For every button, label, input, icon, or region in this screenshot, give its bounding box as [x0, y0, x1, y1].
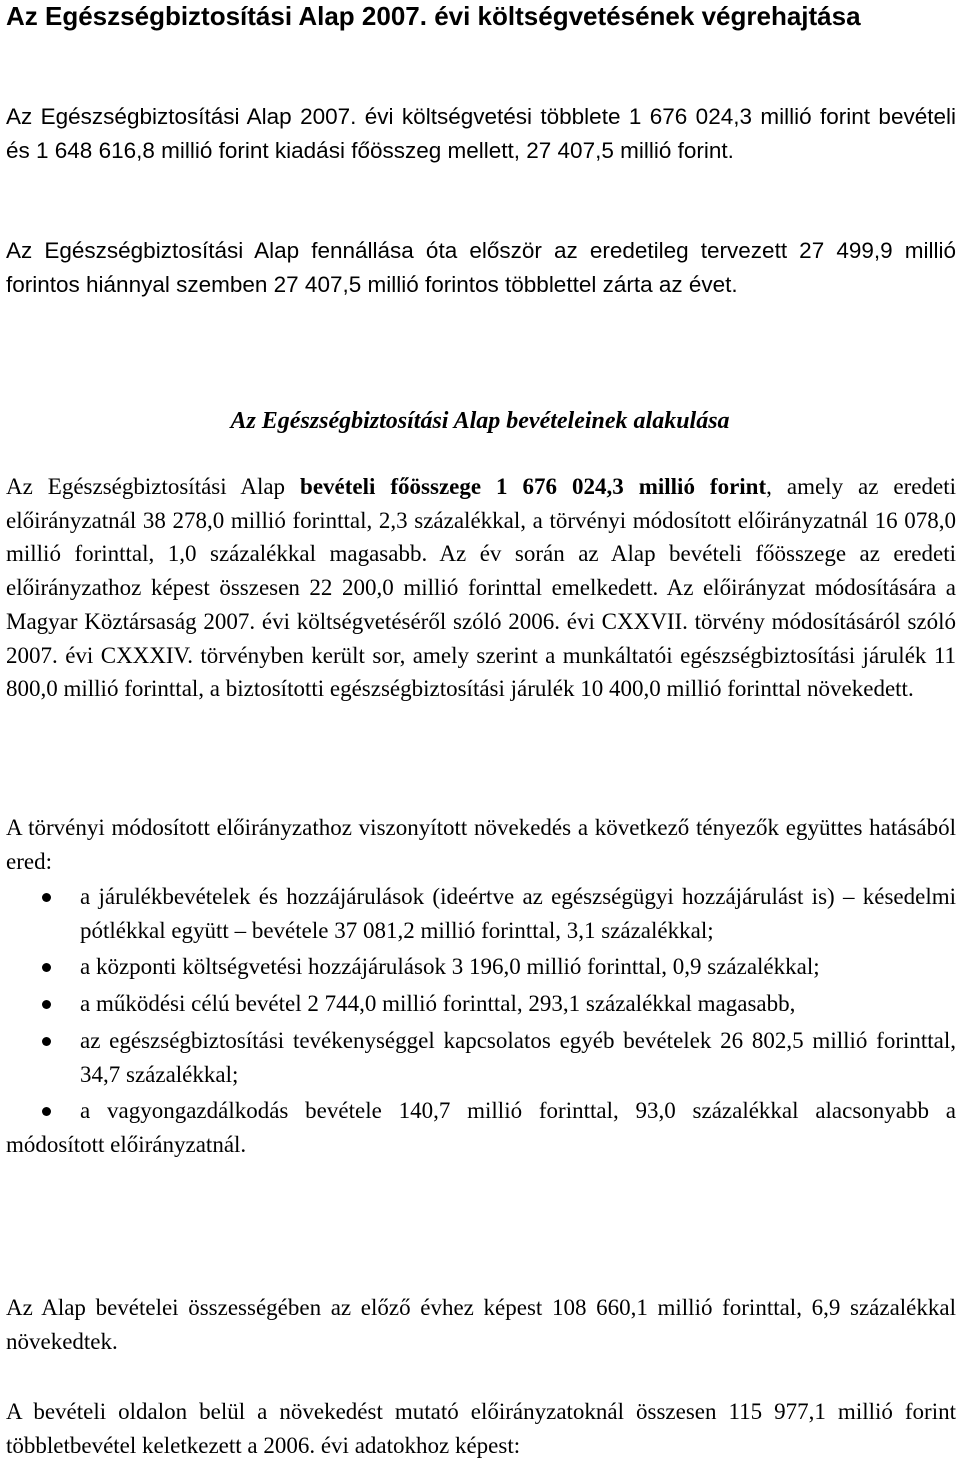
paragraph-yearly-growth: Az Alap bevételei összességében az előző évhez képest 108 660,1 millió forinttal, 6,9 százalékkal növekedtek. [6, 1295, 956, 1354]
paragraph-growth-factors: A törvényi módosított előirányzathoz viszonyított növekedés a következő tényezők együttes hatásából ered: [6, 815, 956, 874]
paragraph-revenue-text-c: , amely az eredeti előirányzatnál 38 278,0 millió forinttal, 2,3 százalékkal, a törvényi módosított előirányzatnál 16 078,0 millió forinttal, 1,0 százalékkal magasabb. Az év során az Alap bevételi főösszege az eredeti előirányzathoz képest összesen 22 200,0 millió forinttal emelkedett. Az előirányzat módosítására a Magyar Köztársaság 2007. évi költségvetéséről szóló 2006. évi CXXVII. törvény módosításáról szóló 2007. évi CXXXIV. törvényben került sor, amely szerint a munkáltatói egészségbiztosítási járulék 11 800,0 millió forinttal, a biztosítotti egészségbiztosítási járulék 10 400,0 millió forinttal növekedett. [6, 474, 956, 702]
list-item-text: a járulékbevételek és hozzájárulások (ideértve az egészségügyi hozzájárulást is) – késedelmi pótlékkal együtt – bevétele 37 081,2 millió forinttal, 3,1 százalékkal; [80, 884, 956, 943]
paragraph-first-surplus: Az Egészségbiztosítási Alap fennállása óta először az eredetileg tervezett 27 499,9 millió forintos hiánnyal szemben 27 407,5 millió forintos többlettel zárta az évet. [6, 238, 956, 297]
list-item [6, 987, 956, 1021]
list-item-text: a vagyongazdálkodás bevétele 140,7 millió forinttal, 93,0 százalékkal alacsonyabb a módosított előirányzatnál. [6, 1098, 956, 1157]
list-item [6, 950, 956, 984]
paragraph-revenue-text-a: Az Egészségbiztosítási Alap [6, 474, 301, 499]
paragraph-extra-revenue: A bevételi oldalon belül a növekedést mutató előirányzatoknál összesen 115 977,1 millió forint többletbevétel keletkezett a 2006. évi adatokhoz képest: [6, 1399, 956, 1458]
paragraph-budget-surplus: Az Egészségbiztosítási Alap 2007. évi költségvetési többlete 1 676 024,3 millió forint bevételi és 1 648 616,8 millió forint kiadási főösszeg mellett, 27 407,5 millió forint. [6, 104, 956, 163]
document-title: Az Egészségbiztosítási Alap 2007. évi költségvetésének végrehajtása [6, 1, 861, 31]
paragraph-revenue-total [6, 470, 956, 706]
list-item [6, 880, 956, 947]
list-item-text: a központi költségvetési hozzájárulások 3 196,0 millió forinttal, 0,9 százalékkal; [80, 954, 820, 980]
paragraph-revenue-bold: bevételi főösszege 1 676 024,3 millió forint [300, 474, 767, 499]
growth-factor-list [6, 880, 956, 1162]
list-item [6, 1094, 956, 1161]
list-item [6, 1024, 956, 1091]
section-subtitle: Az Egészségbiztosítási Alap bevételeinek alakulása [230, 408, 730, 434]
list-item-text: a működési célú bevétel 2 744,0 millió forinttal, 293,1 százalékkal magasabb, [80, 991, 796, 1017]
bullet-icon [42, 893, 51, 902]
bullet-icon [42, 1037, 51, 1046]
list-item-text: az egészségbiztosítási tevékenységgel kapcsolatos egyéb bevételek 26 802,5 millió forinttal, 34,7 százalékkal; [80, 1027, 956, 1087]
